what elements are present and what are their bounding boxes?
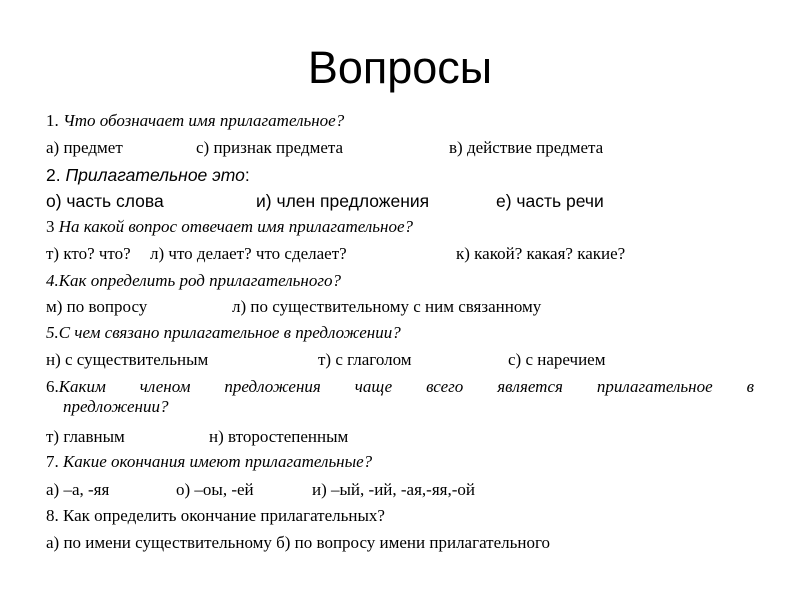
option-1c: в) действие предмета	[449, 138, 604, 157]
question-2-text: Прилагательное это	[65, 165, 245, 185]
option-3b: л) что делает? что сделает?	[150, 244, 347, 263]
question-6-text-line2: предложении?	[63, 397, 169, 416]
question-5-number: 5.	[46, 323, 59, 342]
option-5a: н) с существительным	[46, 350, 209, 369]
question-4-text: Как определить род прилагательного?	[58, 271, 341, 290]
question-3-number: 3	[46, 217, 59, 236]
question-1	[46, 111, 344, 131]
question-2	[46, 165, 250, 185]
option-7b: о) –оы, -ей	[176, 480, 254, 499]
question-3	[46, 217, 413, 237]
option-2b: и) член предложения	[256, 191, 430, 211]
question-3-text: На какой вопрос отвечает имя прилагательное?	[58, 217, 414, 236]
option-2a: о) часть слова	[46, 191, 164, 211]
question-5-text: С чем связано прилагательное в предложении?	[58, 323, 401, 342]
question-4	[46, 271, 341, 291]
option-3a: т) кто? что?	[46, 244, 131, 263]
question-6-text-line1: Каким членом предложения чаще всего является прилагательное в	[58, 377, 754, 396]
option-4a: м) по вопросу	[46, 297, 148, 316]
question-1-text: Что обозначает имя прилагательное?	[63, 111, 345, 130]
page-title: Вопросы	[307, 42, 493, 93]
question-7-text: Какие окончания имеют прилагательные?	[63, 452, 373, 471]
option-7c: и) –ый, -ий, -ая,-яя,-ой	[312, 480, 475, 499]
option-2c: е) часть речи	[496, 191, 604, 211]
question-6	[46, 377, 754, 397]
option-1b: с) признак предмета	[196, 138, 344, 157]
question-6-number: 6.	[46, 377, 59, 396]
question-4-number: 4.	[46, 271, 59, 290]
question-7-number: 7.	[46, 452, 63, 471]
question-2-number: 2.	[46, 165, 66, 185]
question-1-number: 1.	[46, 111, 63, 130]
option-1a: а) предмет	[46, 138, 123, 157]
option-5b: т) с глаголом	[318, 350, 412, 369]
option-4b: л) по существительному с ним связанному	[232, 297, 542, 316]
option-6b: н) второстепенным	[209, 427, 349, 446]
question-5	[46, 323, 401, 343]
question-8: 8. Как определить окончание прилагательных?	[46, 506, 385, 525]
question-8-answer: а) по имени существительному б) по вопросу имени прилагательного	[46, 533, 551, 552]
option-5c: с) с наречием	[508, 350, 606, 369]
question-7	[46, 452, 372, 472]
question-2-colon: :	[244, 165, 250, 185]
option-6a: т) главным	[46, 427, 125, 446]
option-7a: а) –а, -яя	[46, 480, 110, 499]
option-3c: к) какой? какая? какие?	[456, 244, 626, 263]
